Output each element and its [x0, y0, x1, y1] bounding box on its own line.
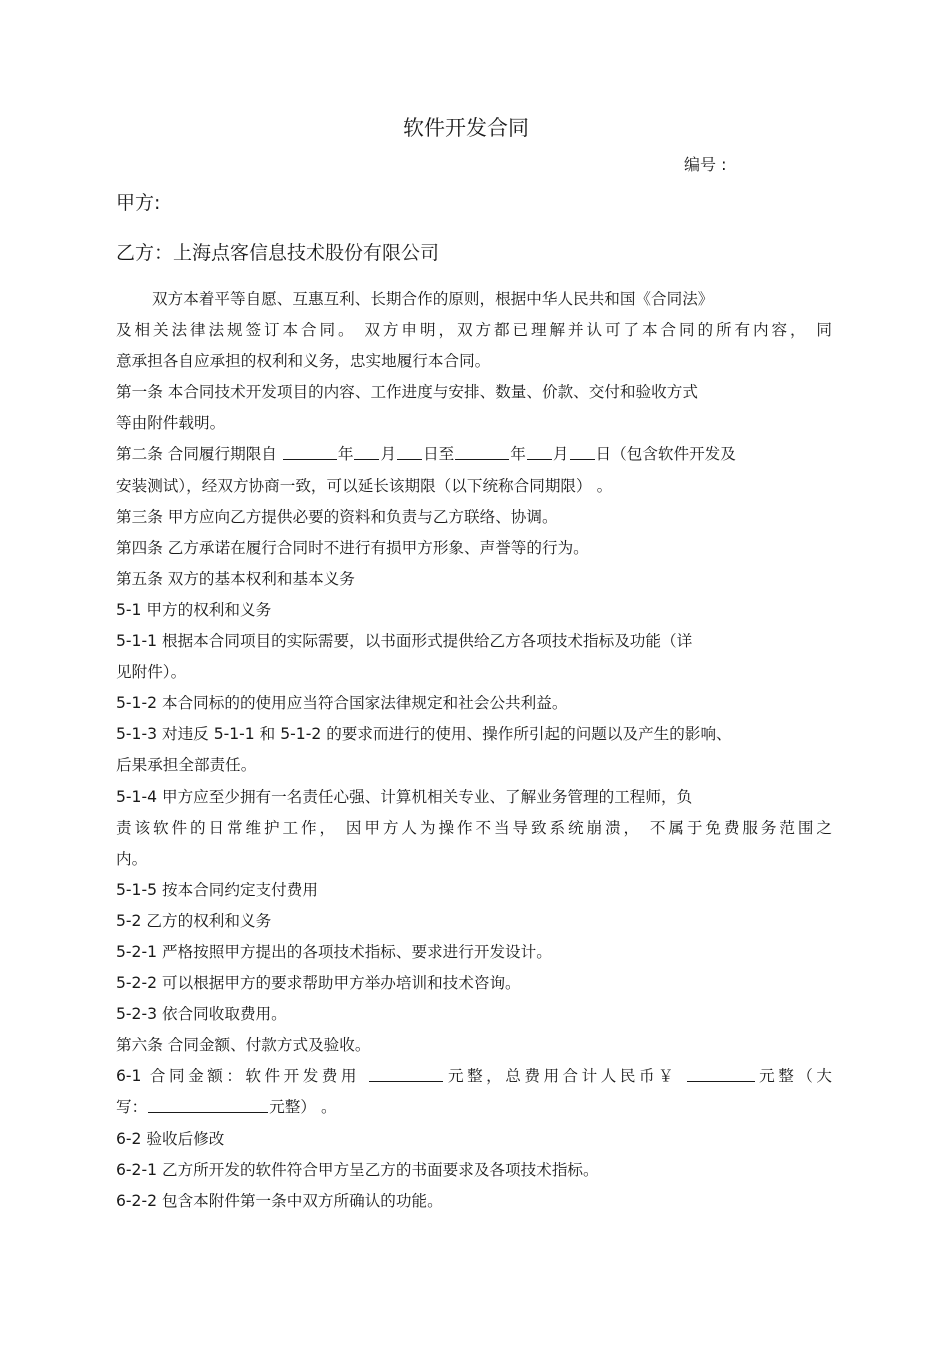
contract-number-label: 编号 :	[684, 155, 727, 174]
clause-5-1-1-cont: 见附件）。	[116, 663, 187, 682]
article-4: 第四条 乙方承诺在履行合同时不进行有损甲方形象、声誉等的行为。	[116, 538, 589, 557]
clause-5-1-3: 5-1-3 对违反 5-1-1 和 5-1-2 的要求而进行的使用、操作所引起的问题以及产生的影响、	[116, 725, 732, 744]
end-year-blank[interactable]	[455, 441, 509, 460]
article-5: 第五条 双方的基本权利和基本义务	[116, 569, 355, 588]
clause-5-1-3-cont: 后果承担全部责任。	[116, 756, 257, 775]
upper-amount-blank[interactable]	[148, 1094, 268, 1113]
article-2	[116, 439, 832, 470]
day-blank[interactable]	[397, 441, 422, 460]
clause-5-1-4: 5-1-4 甲方应至少拥有一名责任心强、计算机相关专业、了解业务管理的工程师，负	[116, 787, 693, 806]
article-1: 第一条 本合同技术开发项目的内容、工作进度与安排、数量、价款、交付和验收方式	[116, 383, 698, 402]
end-month-blank[interactable]	[527, 441, 552, 460]
clause-5-1-4-cont: 责该软件的日常维护工作， 因甲方人为操作不当导致系统崩溃， 不属于免费服务范围之	[116, 818, 832, 837]
total-fee-blank[interactable]	[687, 1063, 755, 1082]
article-3: 第三条 甲方应向乙方提供必要的资料和负责与乙方联络、协调。	[116, 507, 558, 526]
end-day-label: 日（包含软件开发及	[595, 445, 736, 464]
intro-line: 意承担各自应承担的权利和义务，忠实地履行本合同。	[116, 352, 491, 371]
clause-6-2-1: 6-2-1 乙方所开发的软件符合甲方呈乙方的书面要求及各项技术指标。	[116, 1160, 599, 1179]
intro-line: 双方本着平等自愿、互惠互利、长期合作的原则，根据中华人民共和国《合同法》	[152, 290, 714, 308]
end-month-label: 月	[552, 445, 569, 464]
upper-label: 写：	[116, 1098, 148, 1117]
party-a: 甲方:	[116, 192, 161, 214]
section-6-1	[116, 1061, 832, 1092]
clause-5-2-2: 5-2-2 可以根据甲方的要求帮助甲方举办培训和技术咨询。	[116, 974, 521, 993]
clause-5-1-2: 5-1-2 本合同标的的使用应当符合国家法律规定和社会公共利益。	[116, 694, 568, 713]
amount-upper-text: 元整（大	[755, 1067, 832, 1086]
upper-end-text: 元整） 。	[269, 1098, 337, 1117]
intro-line: 及相关法律法规签订本合同。 双方申明，双方都已理解并认可了本合同的所有内容， 同	[116, 321, 832, 340]
clause-5-1-4-end: 内。	[116, 849, 148, 868]
amount-text: 6-1 合同金额：软件开发费用	[116, 1067, 369, 1086]
contract-body	[116, 284, 832, 1217]
section-5-2: 5-2 乙方的权利和义务	[116, 911, 272, 930]
year-blank[interactable]	[283, 441, 337, 460]
clause-6-2-2: 6-2-2 包含本附件第一条中双方所确认的功能。	[116, 1191, 443, 1210]
dev-fee-blank[interactable]	[369, 1063, 443, 1082]
amount-total-text: 元整，总费用合计人民币￥	[444, 1067, 686, 1086]
article-2-cont: 安装测试），经双方协商一致，可以延长该期限（以下统称合同期限） 。	[116, 476, 613, 495]
section-5-1: 5-1 甲方的权利和义务	[116, 600, 272, 619]
clause-5-2-1: 5-2-1 严格按照甲方提出的各项技术指标、要求进行开发设计。	[116, 942, 552, 961]
article-2-text: 第二条 合同履行期限自	[116, 445, 282, 464]
month-label: 月	[380, 445, 397, 464]
section-6-2: 6-2 验收后修改	[116, 1129, 225, 1148]
contract-title: 软件开发合同	[403, 116, 529, 140]
clause-5-2-3: 5-2-3 依合同收取费用。	[116, 1005, 287, 1024]
year-label: 年	[337, 445, 354, 464]
end-day-blank[interactable]	[570, 441, 595, 460]
month-blank[interactable]	[354, 441, 379, 460]
article-6: 第六条 合同金额、付款方式及验收。	[116, 1036, 371, 1055]
day-to-label: 日至	[423, 445, 455, 464]
party-b: 乙方：上海点客信息技术股份有限公司	[116, 242, 440, 264]
article-1-cont: 等由附件载明。	[116, 414, 226, 433]
clause-5-1-1: 5-1-1 根据本合同项目的实际需要，以书面形式提供给乙方各项技术指标及功能（详	[116, 632, 693, 651]
clause-5-1-5: 5-1-5 按本合同约定支付费用	[116, 880, 318, 899]
section-6-1-cont	[116, 1092, 832, 1123]
end-year-label: 年	[510, 445, 526, 464]
